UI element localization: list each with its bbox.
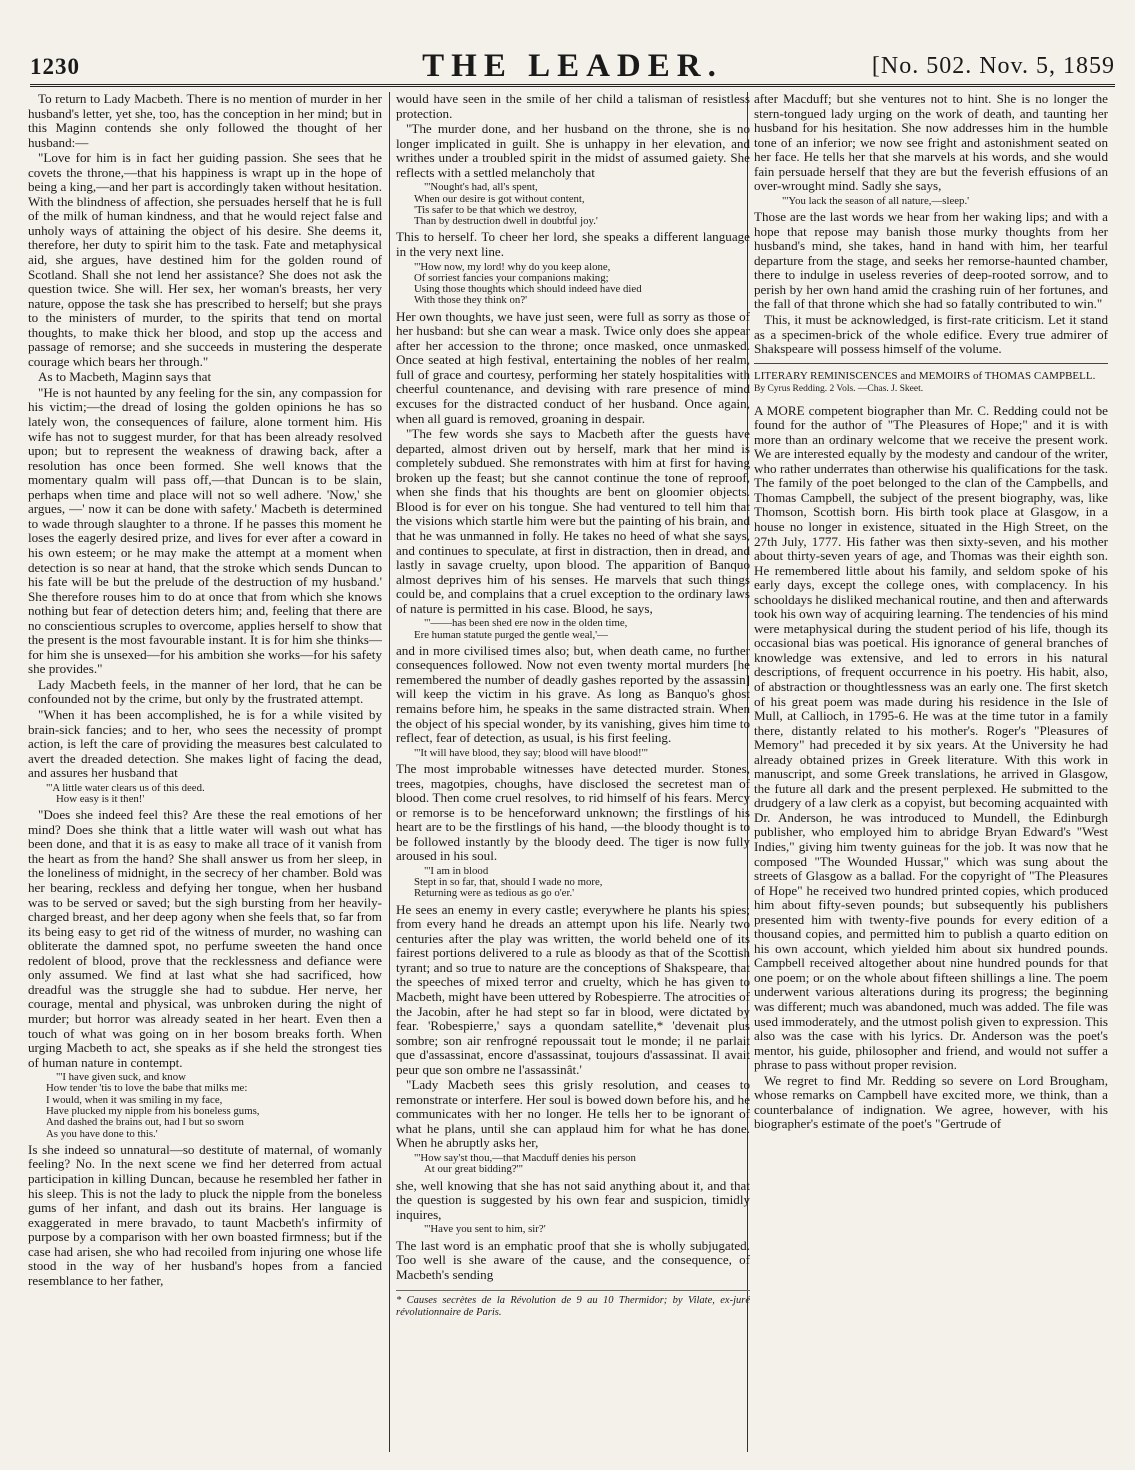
paragraph: she, well knowing that she has not said anything about it, and that the question is suggested by his own fear and suspicion, timidly inquires, — [396, 1177, 750, 1222]
verse-line: At our great bidding?'" — [424, 1163, 524, 1176]
paragraph: Is she indeed so unnatural—so destitute of maternal, of womanly feeling? No. In the next scene we find her deterred from actual participation in killing Duncan, because he resembled her father in his sleep. This is not the lady to pluck the nipple from the boneless gums of her infant, and dash out its brains. Her language is exaggerated in mere bravado, to taunt Macbeth's infirmity of purpose by a comparison with her own boasted firmness; but if the case had arisen, she who had recoiled from injuring one whose life stood in the way of her husband's hopes from a fancied resemblance to her father, — [28, 1141, 382, 1288]
paragraph: Those are the last words we hear from her waking lips; and with a hope that repose may banish those murky thoughts from her husband's mind, she takes, hand in hand with him, her tearful departure from the stage, and seeks her remorse-haunted chamber, there to indulge in useless reveries of deep-rooted sorrow, and to perish by her own hand amid the crashing ruin of her fortunes, and the fall of that throne which she had so fatally contributed to win." — [754, 209, 1108, 312]
verse-quote — [396, 866, 750, 900]
review-meta: By Cyrus Redding. 2 Vols. —Chas. J. Skeet. — [754, 384, 924, 395]
quote-paragraph: "He is not haunted by any feeling for the sin, any compassion for his victim;—the dread of losing the golden opinions he has so lately won, the consequences of failure, alone torment him. His wife has not to suggest murder, for that has been already resolved upon; but to represent the weakness of drawing back, after a resolution has once been formed. She well knows that the momentary qualm will pass off,—that Duncan is to be slain, perhaps when time and place will not so well adhere. 'Now,' she argues, —' now it can be done with safety.' Macbeth is determined to wade through slaughter to a throne. If he passes this moment he loses the eagerly desired prize, and lives for ever after a coward in his own esteem; or he may make the attempt at a moment when detection is so near at hand, that the stroke which sends Duncan to his fate will be but the prelude of the destruction of my husband.' She therefore rouses him to do at once that from which she knows nothing but fear of detection deters him; and, feeling that there are no conscientious scruples to overcome, applies herself to show that the present is the most favourable instant. It is for him she thinks—for him she is unsexed—for his ambition she works—for his safety she provides." — [28, 384, 382, 677]
verse-line: And dashed the brains out, had I but so sworn — [46, 1116, 244, 1129]
review-heading — [754, 363, 1108, 396]
verse-line: "'——has been shed ere now in the olden time, — [424, 617, 628, 630]
quote-paragraph: "When it has been accomplished, he is for a while visited by brain-sick fancies; and to her, who sees the necessity of prompt action, is left the care of providing the measures best calculated to avert the dreaded detection. She makes light of facing the dead, and assures her husband that — [28, 706, 382, 781]
paragraph: would have seen in the smile of her child a talisman of resistless protection. — [396, 92, 750, 121]
verse-line: "'Nought's had, all's spent, — [424, 181, 538, 194]
verse-line: With those they think on?' — [414, 294, 528, 307]
verse-quote — [396, 748, 750, 759]
quote-paragraph: "The murder done, and her husband on the throne, she is no longer implicated in guilt. She is unhappy in her elevation, and writhes under a troubled spirit in the midst of assumed gaiety. She reflects with a settled melancholy that — [396, 121, 750, 180]
column-1 — [28, 92, 382, 1452]
verse-quote — [396, 182, 750, 227]
verse-line: "'How say'st thou,—that Macduff denies his person — [414, 1151, 636, 1164]
verse-line: "'I have given suck, and know — [56, 1071, 186, 1084]
paragraph: The most improbable witnesses have detected murder. Stones, trees, magotpies, choughs, have disclosed the secretest man of blood. Then come cruel resolves, to rid himself of his fears. Mercy or remorse is to be henceforward unknown; the firstlings of his heart are to be the firstlings of his hand, —the bloody thought is to be followed instantly by the bloody deed. The tiger is now fully aroused in his soul. — [396, 760, 750, 864]
quote-paragraph: "The few words she says to Macbeth after the guests have departed, almost driven out by herself, mark that her mind is completely subdued. She remonstrates with him at first for having broken up the feast; but she cannot continue the tone of reproof, when she finds that his thoughts are bent on gloomier objects. Blood is for ever on his tongue. She had ventured to tell him that the visions which startle him were but the painting of his brain, and that he was unmanned in folly. He takes no heed of what she says, and continues to speculate, at first in distraction, then in dread, and lastly in savage cruelty, upon blood. The apparition of Banquo almost deprives him of his senses. He marvels that such things could be, and complains that a cruel exception to the ordinary laws of nature is permitted in his case. Blood, he says, — [396, 426, 750, 616]
verse-line: When our desire is got without content, — [414, 192, 585, 205]
verse-quote — [396, 1224, 750, 1235]
column-rule — [389, 92, 390, 1452]
paragraph: As to Macbeth, Maginn says that — [38, 369, 212, 385]
page-number: 1230 — [30, 54, 80, 79]
paragraph: Her own thoughts, we have just seen, were full as sorry as those of her husband: but she can wear a mask. Twice only does she appear after her accession to the throne; once masked, once unmasked. Once seated at high festival, entertaining the nobles of her realm, full of grace and courtesy, performing her stately hospitalities with cheerful countenance, and devising with rare presence of mind excuses for the distracted conduct of her husband. Once again, when all guard is removed, groaning in despair. — [396, 308, 750, 426]
paragraph: Lady Macbeth feels, in the manner of her lord, that he can be confounded not by the crime, but only by the frustrated attempt. — [28, 676, 382, 707]
verse-line: Have plucked my nipple from his boneless gums, — [46, 1105, 260, 1118]
masthead — [30, 10, 1115, 87]
verse-quote — [396, 618, 750, 641]
verse-line: "'Have you sent to him, sir?' — [424, 1223, 546, 1236]
verse-line: "'You lack the season of all nature,—sleep.' — [782, 194, 970, 207]
verse-line: I would, when it was smiling in my face, — [46, 1093, 223, 1106]
verse-line: "'How now, my lord! why do you keep alone, — [414, 260, 611, 273]
verse-line: Ere human statute purged the gentle weal,'— — [414, 628, 608, 641]
paragraph: A MORE competent biographer than Mr. C. Redding could not be found for the author of "The Pleasures of Hope;" and it is with more than an ordinary welcome that we receive the present work. We are interested equally by the modesty and candour of the writer, who rather underrates than otherwise his qualifications for the task. The family of the poet belonged to the clan of the Campbells, and Thomas Campbell, the subject of the present biography, was, like Thomson, Scottish born. His birth took place at Glasgow, in a house no longer in existence, situated in the High Street, on the 27th July, 1777. His father was then sixty-seven, and his mother about thirty-seven years of age, and Thomas was their eighth son. He remembered little about his family, and seldom spoke of his early days, except the college ones, with complacency. In his schooldays he disliked mechanical routine, and then and afterwards took his own way of acquiring learning. The tendencies of his mind were metaphysical during the student period of his life, though its occasional bias was poetical. His ignorance of general branches of knowledge was extensive, and led to errors in his natural descriptions, of frequent occurrence in his poetry. His habit, also, of abstraction or thoughtlessness was an early one. The first sketch of his great poem was made during his residence in the Isle of Mull, at Callioch, in 1795-6. He was at the time tutor in a family there, distantly related to his mother's. Roger's "Pleasures of Memory" had preceded it by six years. At the University he had already obtained prizes in Greek literature. With this work in manuscript, and some Greek translations, he arrived in Glasgow, the future all dark and the present perplexed. He submitted to the drudgery of a law clerk as a copyist, but becoming acquainted with Dr. Anderson, he was introduced to Mundell, the Edinburgh publisher, who employed him to abridge Bryan Edward's "West Indies," giving him twenty guineas for the job. It was now that he composed "The Wounded Hussar," which was sung about the streets of Glasgow as a ballad. For the copyright of "The Pleasures of Hope" he received two hundred printed copies, which produced him about fifty-seven pounds; but subsequently his publishers presented him with twenty-five pounds for every edition of a thousand copies, and permitted him to publish a quarto edition on his own account, which yielded him about six hundred pounds. Campbell received altogether about nine hundred pounds for that one poem; or on the whole about fifteen shillings a line. The poem underwent various alterations during its progress; the beginning was different; much was abandoned, much was added. The file was used immoderately, and the utmost polish given to expression. This also was the case with his lyrics. Dr. Anderson was the poet's mentor, his guide, philosopher and friend, and would not suffer a phrase to pass without proper revision. — [754, 402, 1108, 1073]
verse-line: Of sorriest fancies your companions making; — [414, 271, 609, 284]
verse-line: Using those thoughts which should indeed have died — [414, 283, 642, 296]
paragraph: He sees an enemy in every castle; everywhere he plants his spies; from every hand he dreads an attempt upon his life. Nearly two centuries after the play was written, the world beheld one of its fairest portions delivered to a rule as bloody as that of the Scottish tyrant; and so true to nature are the conceptions of Shakspeare, that the speeches of mixed terror and cruelty, which he has given to Macbeth, might have been uttered by Robespierre. The atrocities of the Jacobin, after he had stept so far in blood, were dictated by fear. 'Robespierre,' says a quondam satellite,* 'devenait plus sombre; son air renfrogné repoussait tout le monde; il ne parlait que d'assassinat, encore d'assassinat, toujours d'assassinat. Il avait peur que son ombre ne l'assassinât.' — [396, 901, 750, 1077]
verse-line: Than by destruction dwell in doubtful joy.' — [414, 215, 598, 228]
quote-paragraph: "Love for him is in fact her guiding passion. She sees that he covets the throne,—that his happiness is wrapt up in the hope of being a king,—and her part is accordingly taken without hesitation. With the blindness of affection, she persuades herself that he is full of the milk of human kindness, and that he would reject false and unholy ways of attaining the object of his desire. She deems it, therefore, her duty to spirit him to the task. Fate and metaphysical aid, she argues, have destined him for the golden round of Scotland. Shall she not lend her assistance? She does not ask the question twice. She will. Her sex, her woman's breasts, her very nature, oppose the task she has prescribed to herself; but she prays to the ministers of murder, to the spirits that tend on mortal thoughts, to make thick her blood, and stop up the access and passage of remorse; and she succeeds in mustering the desperate courage which bears her through." — [28, 150, 382, 369]
verse-line: "'It will have blood, they say; blood will have blood!'" — [414, 746, 649, 759]
paragraph: This, it must be acknowledged, is first-rate criticism. Let it stand as a specimen-brick of the whole edifice. Every true admirer of Shakspeare will possess himself of the volume. — [754, 311, 1108, 357]
verse-quote — [28, 1072, 382, 1140]
verse-quote — [396, 262, 750, 307]
verse-line: "'I am in blood — [424, 864, 489, 877]
paragraph: The last word is an emphatic proof that she is wholly subjugated. Too well is she aware of the cause, and the consequence, of Macbeth's sending — [396, 1237, 750, 1282]
verse-quote — [754, 196, 1108, 207]
review-title: LITERARY REMINISCENCES and MEMOIRS of THOMAS CAMPBELL. — [754, 369, 1096, 382]
paragraph: This to herself. To cheer her lord, she speaks a different language in the very next line. — [396, 229, 750, 260]
column-3 — [754, 92, 1108, 1452]
verse-line: Returning were as tedious as go o'er.' — [414, 887, 575, 900]
verse-line: How easy is it then!' — [56, 793, 145, 805]
paragraph: We regret to find Mr. Redding so severe on Lord Brougham, whose remarks on Campbell have excited more, we think, than a counterbalance of indignation. We agree, however, with his biographer's estimate of the poet's "Gertrude of — [754, 1072, 1108, 1132]
verse-line: "'A little water clears us of this deed. — [46, 781, 205, 794]
verse-quote — [396, 1153, 750, 1176]
quote-paragraph: "Lady Macbeth sees this grisly resolution, and ceases to remonstrate or interfere. Her soul is bowed down before his, and he communicates with her no longer. He tells her to be ignorant of what he plans, until she can applaud him for what he has done. When he abruptly asks her, — [396, 1077, 750, 1151]
newspaper-title: THE LEADER. — [422, 48, 723, 84]
paragraph: after Macduff; but she ventures not to hint. She is no longer the stern-tongued lady urging on the work of death, and taunting her husband for his hesitation. She now addresses him in the humble tone of an inferior; we now see fright and astonishment seated on her face. He tells her that she marvels at his words, and she would fain persuade herself that they are but the feverish effusions of an over-wrought mind. Sadly she says, — [754, 92, 1108, 194]
paragraph: To return to Lady Macbeth. There is no mention of murder in her husband's letter, yet she, too, has the conception in her mind; but in this Maginn contends she only followed the thought of her husband:— — [28, 92, 382, 150]
verse-line: Stept in so far, that, should I wade no more, — [414, 876, 603, 889]
column-2 — [396, 92, 750, 1452]
verse-quote — [28, 783, 382, 806]
quote-paragraph: "Does she indeed feel this? Are these the real emotions of her mind? Does she think that a little water will wash out what has been done, and that it is as easy to make all trace of it vanish from the heart as from the hand? She shall answer us from her sleep, in the loneliness of midnight, in the secrecy of her chamber. Bold was her bearing, reckless and defying her tongue, when her husband was to be served or saved; but the sigh bursting from her heavily-charged breast, and her deep agony when she feels that, so far from its being easy to get rid of the witness of murder, no washing can obliterate the damned spot, no perfume sweeten the hand once redolent of blood, prove that the recklessness and defiance were only assumed. We find at last what she had sacrificed, how dreadful was the struggle she had to subdue. Her nerve, her courage, mental and physical, was unbroken during the night of murder; but horror was already seated in her heart. Even then a touch of what was going on in her bosom breaks forth. When urging Macbeth to act, she speaks as if she held the strongest ties of human nature in contempt. — [28, 807, 382, 1070]
verse-line: As you have done to this.' — [46, 1127, 158, 1140]
paragraph: and in more civilised times also; but, when death came, no further consequences followed. Now not even twenty mortal murders [he remembered the number of deadly gashes reported by the assassin] will keep the victim in his grave. As long as Banquo's ghost remains before him, he speaks in the same distracted strain. When the object of his special wonder, by its vanishing, gives him time to reflect, fear of detection, as usual, is his first feeling. — [396, 642, 750, 746]
verse-line: How tender 'tis to love the babe that milks me: — [46, 1082, 248, 1095]
footnote: * Causes secrètes de la Révolution de 9 au 10 Thermidor; by Vilate, ex-juré révolutionnaire de Paris. — [396, 1290, 750, 1318]
verse-line: 'Tis safer to be that which we destroy, — [414, 203, 577, 216]
issue-date: [No. 502. Nov. 5, 1859 — [871, 53, 1115, 79]
